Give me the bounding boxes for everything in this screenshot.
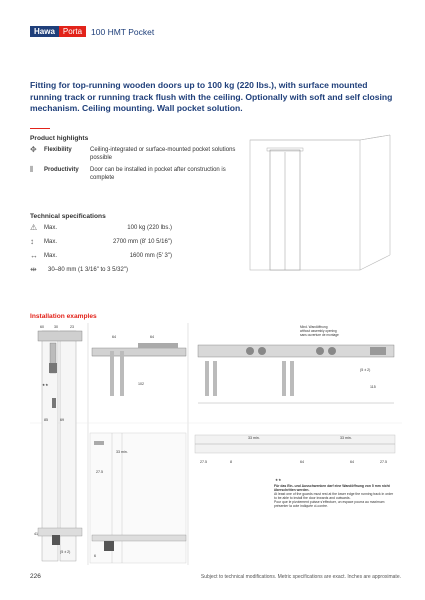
dim-label: 115 xyxy=(370,385,376,389)
height-icon: ↕ xyxy=(30,237,34,246)
stars-label: ★★ xyxy=(42,383,49,387)
page-headline: Fitting for top-running wooden doors up to 100 kg (220 lbs.), with surface mounted running track or running track flush with the ceiling. Optionally with soft and self closing mechanism. Ceiling mounting. Wall pocket solution. xyxy=(30,80,393,113)
spec-value: 100 kg (220 lbs.) xyxy=(127,225,172,231)
dim-label: 27.5 xyxy=(96,470,103,474)
spec-row xyxy=(30,224,188,232)
dim-label: 6 xyxy=(94,554,96,558)
dim-label: 60 xyxy=(40,325,44,329)
divider xyxy=(30,128,50,129)
spec-label: Max. xyxy=(44,239,58,245)
note-en: At least one of the guards must rest at the lower edge the running track in order to be able to install the door inwards and outwards. xyxy=(274,492,394,500)
note-label: without assembly opening xyxy=(300,329,337,333)
productivity-icon: ⫴ xyxy=(30,165,34,174)
dim-label: 33 min. xyxy=(340,436,352,440)
dim-label: 64 xyxy=(150,335,154,339)
highlight-text: Door can be installed in pocket after construction is complete xyxy=(90,167,226,181)
installation-drawings xyxy=(30,323,402,565)
brand-hawa: Hawa xyxy=(30,26,59,37)
dim-label: 30 xyxy=(54,325,58,329)
dim-label: 64 xyxy=(112,335,116,339)
highlight-label: Productivity xyxy=(44,167,79,173)
dim-label: 27.5 xyxy=(200,460,207,464)
footer-note: Subject to technical modifications. Metric specifications are exact. Inches are approximate. xyxy=(200,574,401,580)
stars-label: ★★ xyxy=(275,478,282,482)
installation-title: Installation examples xyxy=(30,313,97,320)
spec-value: 2700 mm (8' 10 5/16") xyxy=(113,239,172,245)
dim-label: 102 xyxy=(138,382,144,386)
highlights-list xyxy=(30,146,245,182)
dim-label: 23 xyxy=(70,325,74,329)
thickness-icon: ⇹ xyxy=(30,265,37,274)
specs-title: Technical specifications xyxy=(30,213,106,220)
dim-label: 64 xyxy=(300,460,304,464)
page-number: 226 xyxy=(30,573,41,580)
dim-label: 85 xyxy=(44,418,48,422)
dim-label: 8 xyxy=(230,460,232,464)
section-left xyxy=(34,325,82,561)
weight-icon: ⚠ xyxy=(30,223,38,232)
highlight-label: Flexibility xyxy=(44,147,72,153)
dim-label: 27.5 xyxy=(380,460,387,464)
product-name: 100 HMT Pocket xyxy=(91,26,155,37)
section-right-top xyxy=(198,325,394,403)
dim-label: 33 min. xyxy=(116,450,128,454)
section-middle-top xyxy=(92,335,186,396)
spec-value: 30–80 mm (1 3/16" to 3 5/32") xyxy=(48,267,128,273)
section-middle-bottom xyxy=(90,433,186,563)
section-right-bottom xyxy=(195,435,395,526)
header xyxy=(30,26,154,37)
flexibility-icon: ✥ xyxy=(30,145,37,154)
dim-label: 64 xyxy=(350,460,354,464)
dim-label: (5 ± 2) xyxy=(360,368,371,372)
highlight-text: Ceiling-integrated or surface-mounted pocket solutions possible xyxy=(90,147,236,161)
width-icon: ↔ xyxy=(30,251,38,260)
highlight-item xyxy=(30,166,245,182)
spec-label: Max. xyxy=(44,225,58,231)
installation-note xyxy=(274,484,394,526)
dim-label: 69 xyxy=(60,418,64,422)
spec-row xyxy=(30,238,188,246)
highlights-title: Product highlights xyxy=(30,135,89,142)
specs-list xyxy=(30,224,188,274)
highlight-item xyxy=(30,146,245,162)
spec-row xyxy=(30,266,188,274)
note-de: Für das Ein- und Ausschwenken darf eine Wandöffnung von 5 mm nicht überschritten werden. xyxy=(274,484,390,492)
dim-label: 33 min. xyxy=(248,436,260,440)
dim-label: (5 ± 2) xyxy=(60,550,71,554)
brand-porta: Porta xyxy=(59,26,86,37)
dim-label: 41 xyxy=(34,532,38,536)
spec-label: Max. xyxy=(44,253,58,259)
spec-row xyxy=(30,252,188,260)
spec-value: 1600 mm (5' 3") xyxy=(129,253,172,259)
note-label: Mind. Wandöffnung xyxy=(300,325,328,329)
note-fr: Pour que le pivotement puisse s'effectuer, un espace pourra au maximum présenter la cote indiquée ci-contre. xyxy=(274,500,385,508)
note-label: sans ouverture de montage xyxy=(300,333,339,337)
door-illustration xyxy=(240,130,410,275)
